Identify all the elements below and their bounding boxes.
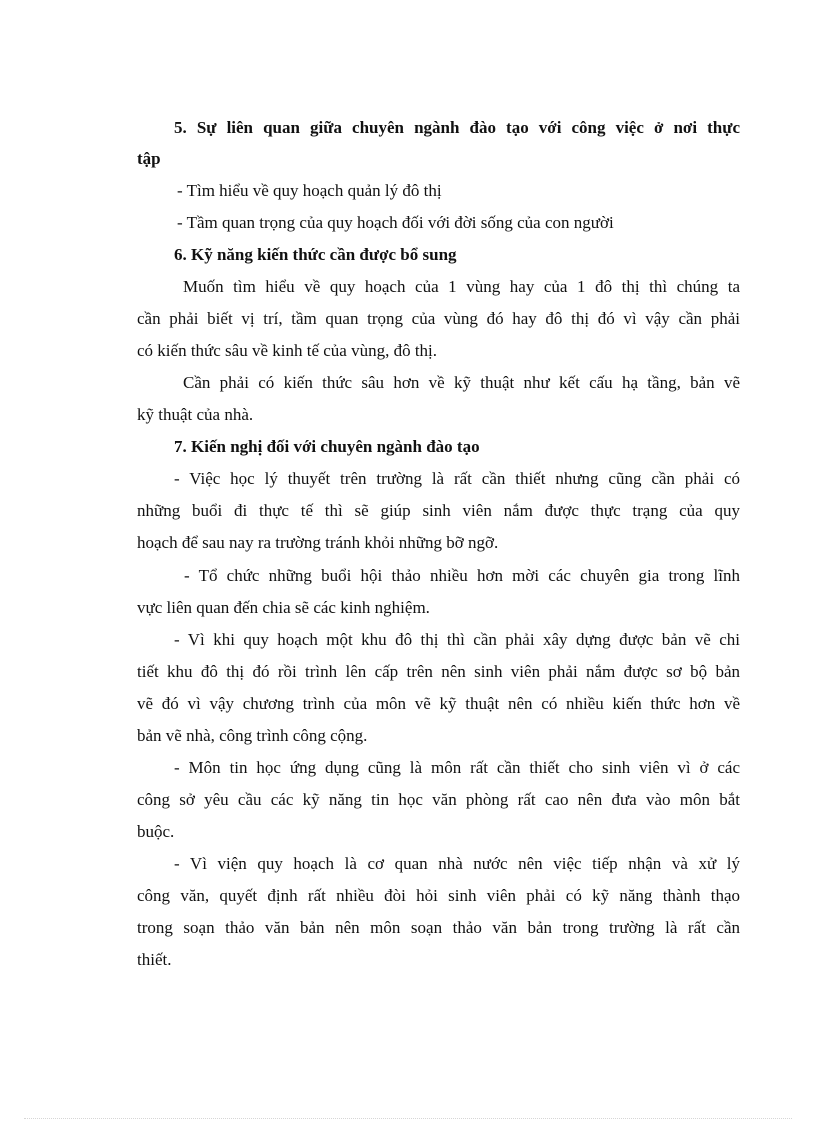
paragraph-line: những buổi đi thực tế thì sẽ giúp sinh viên nắm được thực trạng của quy — [137, 501, 740, 520]
heading-section-6: 6. Kỹ năng kiến thức cần được bổ sung — [174, 245, 457, 264]
paragraph-line: cần phải biết vị trí, tầm quan trọng của vùng đó hay đô thị đó vì vậy cần phải — [137, 309, 740, 328]
paragraph-line: Cần phải có kiến thức sâu hơn về kỹ thuật như kết cấu hạ tầng, bản vẽ — [183, 373, 740, 392]
heading-section-5: 5. Sự liên quan giữa chuyên ngành đào tạo với công việc ở nơi thực — [174, 118, 740, 137]
paragraph-line: - Môn tin học ứng dụng cũng là môn rất cần thiết cho sinh viên vì ở các — [174, 758, 740, 777]
paragraph-line: vẽ đó vì vậy chương trình của môn vẽ kỹ thuật nên có nhiều kiến thức hơn về — [137, 694, 740, 713]
page-bottom-divider — [24, 1118, 792, 1119]
heading-section-7: 7. Kiến nghị đối với chuyên ngành đào tạo — [174, 437, 480, 456]
list-item: - Tìm hiểu về quy hoạch quản lý đô thị — [177, 181, 442, 200]
paragraph-line: bản vẽ nhà, công trình công cộng. — [137, 726, 368, 745]
paragraph-line: hoạch để sau nay ra trường tránh khỏi những bỡ ngỡ. — [137, 533, 499, 552]
paragraph-line: trong soạn thảo văn bản nên môn soạn thảo văn bản trong trường là rất cần — [137, 918, 740, 937]
paragraph-line: - Vì khi quy hoạch một khu đô thị thì cần phải xây dựng được bản vẽ chi — [174, 630, 740, 649]
paragraph-line: - Vì viện quy hoạch là cơ quan nhà nước nên việc tiếp nhận và xử lý — [174, 854, 740, 873]
paragraph-line: - Tổ chức những buổi hội thảo nhiều hơn mời các chuyên gia trong lĩnh — [184, 566, 740, 585]
paragraph-line: Muốn tìm hiểu về quy hoạch của 1 vùng hay của 1 đô thị thì chúng ta — [183, 277, 740, 296]
list-item: - Tầm quan trọng của quy hoạch đối với đời sống của con người — [177, 213, 614, 232]
paragraph-line: thiết. — [137, 950, 172, 969]
paragraph-line: vực liên quan đến chia sẽ các kinh nghiệm. — [137, 598, 430, 617]
paragraph-line: công văn, quyết định rất nhiều đòi hỏi sinh viên phải có kỹ năng thành thạo — [137, 886, 740, 905]
paragraph-line: có kiến thức sâu về kinh tế của vùng, đô thị. — [137, 341, 438, 360]
heading-section-5-cont: tập — [137, 149, 161, 168]
paragraph-line: tiết khu đô thị đó rồi trình lên cấp trên nên sinh viên phải nắm được sơ bộ bản — [137, 662, 740, 681]
paragraph-line: - Việc học lý thuyết trên trường là rất cần thiết nhưng cũng cần phải có — [174, 469, 740, 488]
paragraph-line: kỹ thuật của nhà. — [137, 405, 254, 424]
paragraph-line: buộc. — [137, 822, 175, 841]
paragraph-line: công sở yêu cầu các kỹ năng tin học văn phòng rất cao nên đưa vào môn bắt — [137, 790, 740, 809]
